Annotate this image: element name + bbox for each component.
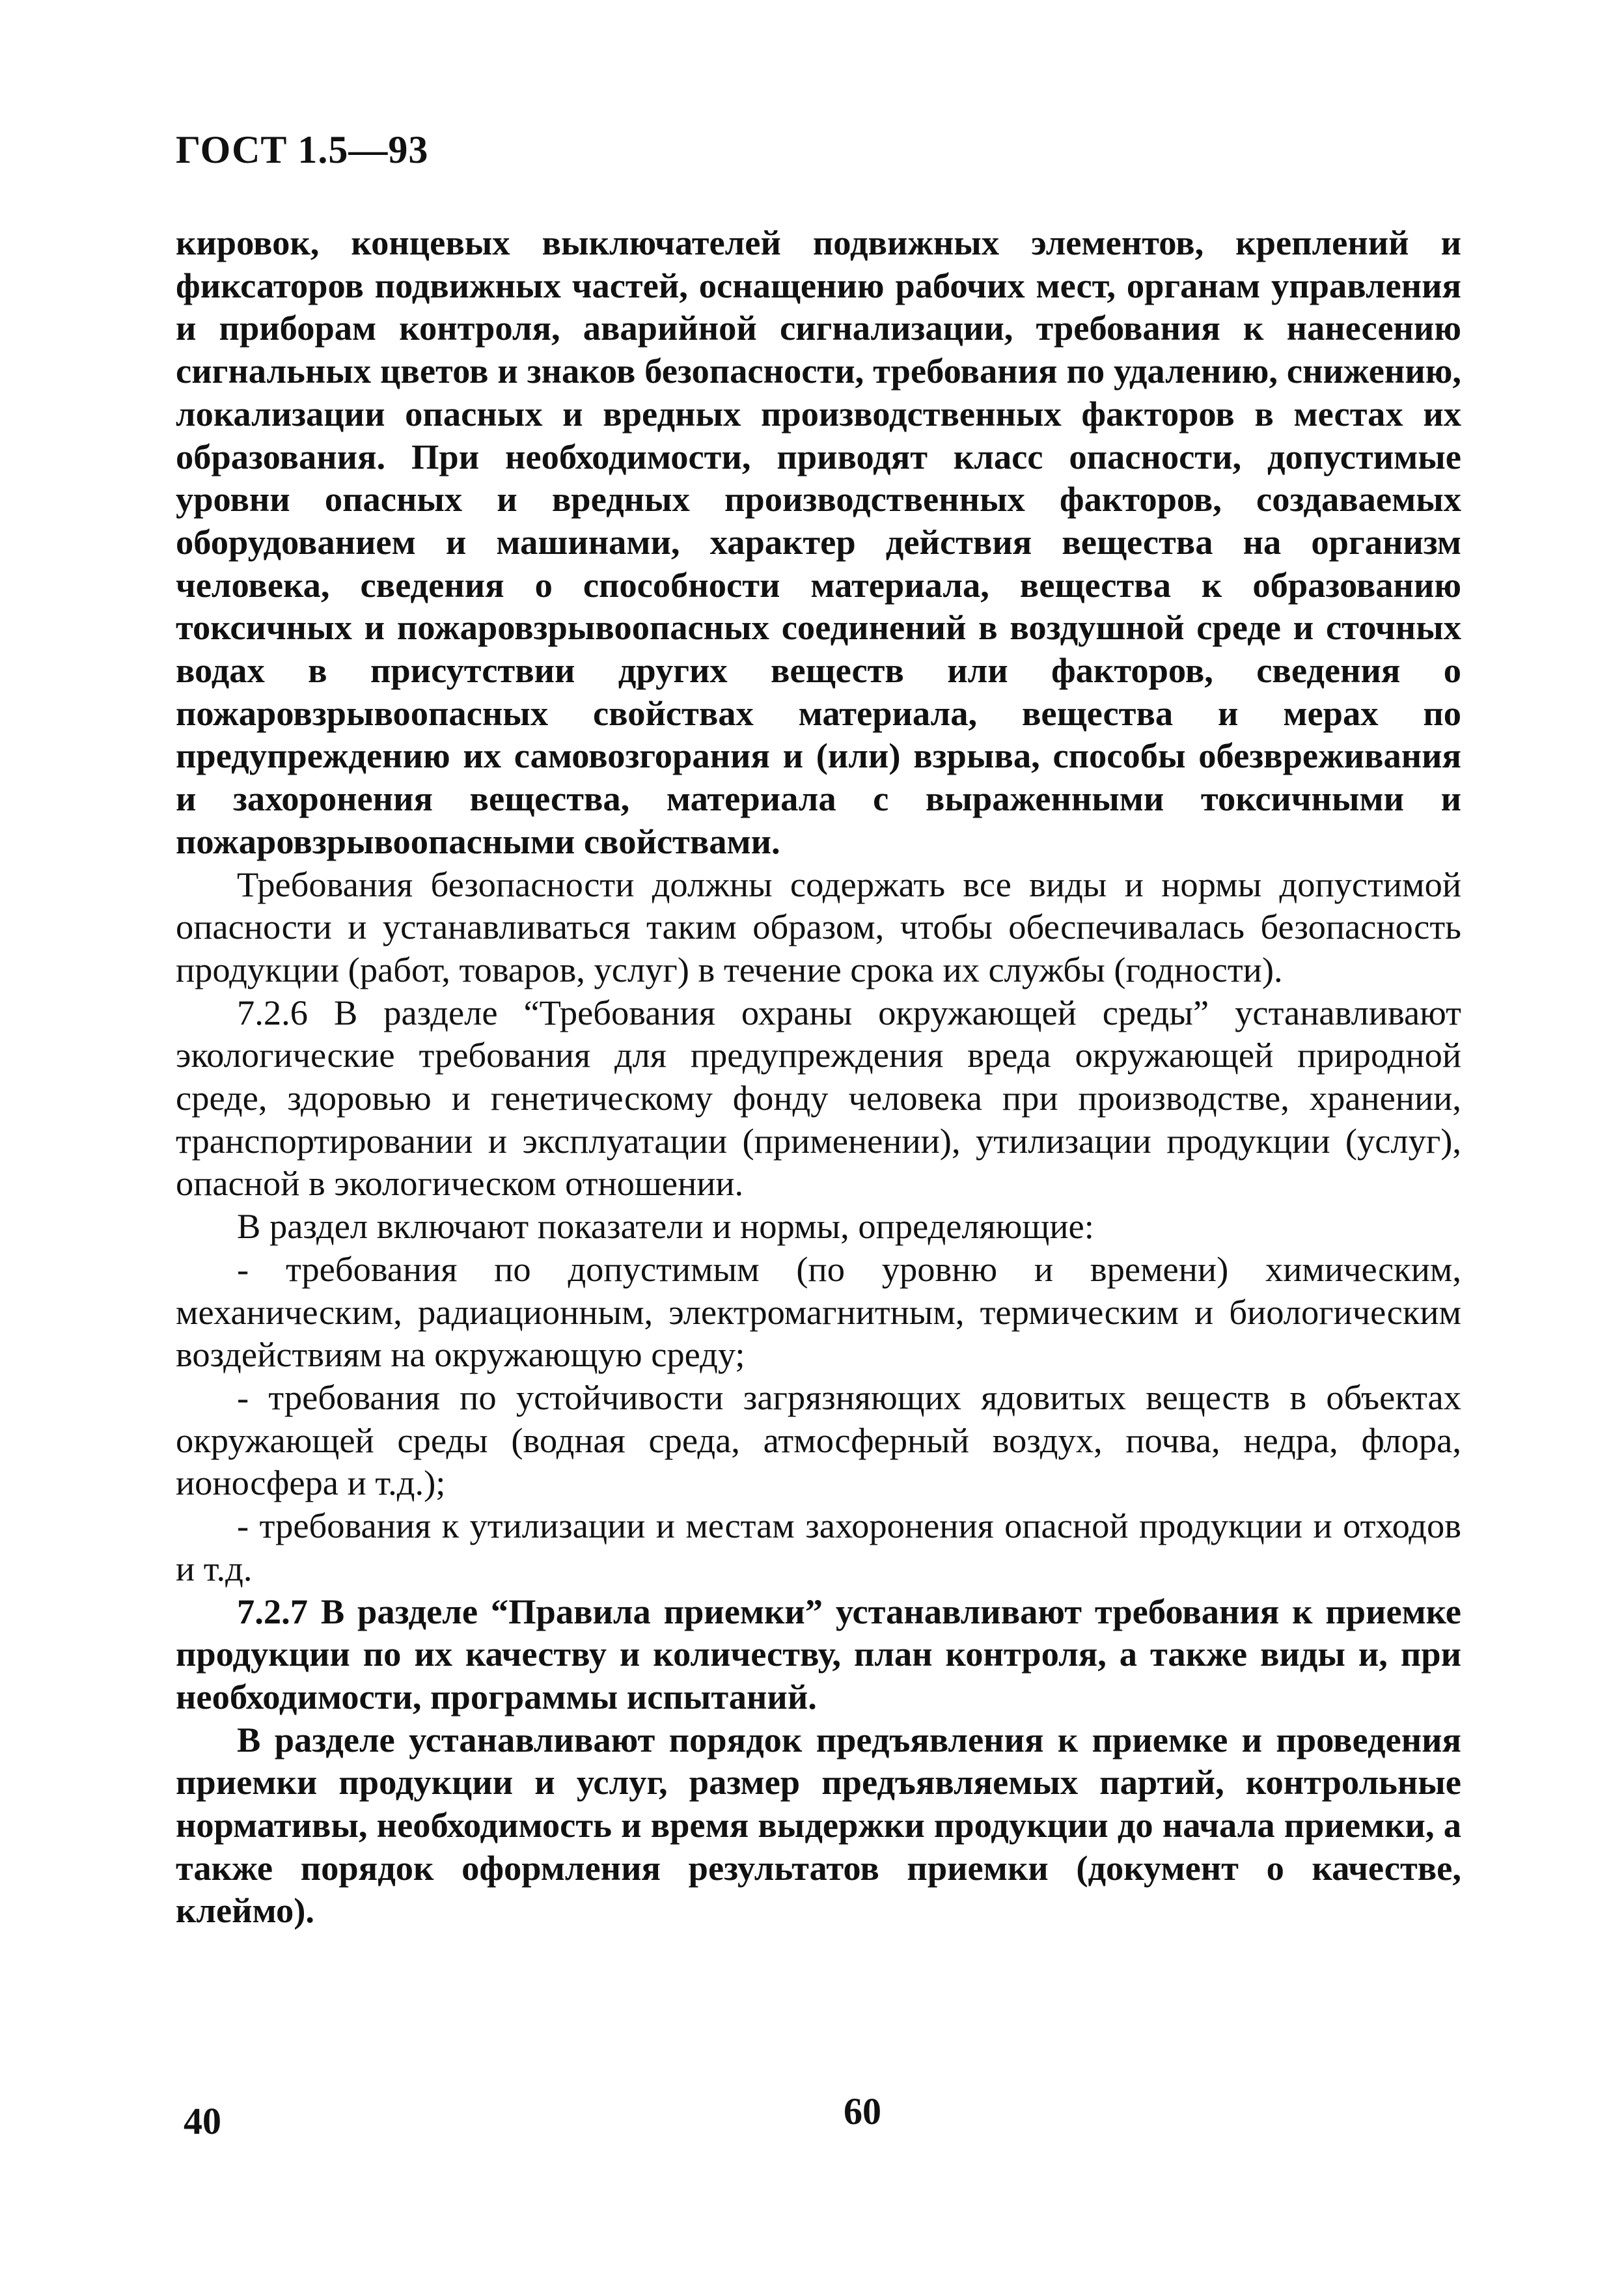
paragraph-acceptance-order: В разделе устанавливают порядок предъявления к приемке и проведения приемки продукции и услуг, размер предъявляемых партий, контрольные нормативы, необходимость и время выдержки продукции до начала приемки, а также порядок оформления результатов приемки (документ о качестве, клеймо). — [176, 1719, 1461, 1931]
paragraph-7-2-7: 7.2.7 В разделе “Правила приемки” устанавливают требования к приемке продукции по их качеству и количеству, план контроля, а также виды и, при необходимости, программы испытаний. — [176, 1591, 1461, 1717]
paragraph-safety-requirements: Требования безопасности должны содержать все виды и нормы допустимой опасности и устанавливаться таким образом, чтобы обеспечивалась безопасность продукции (работ, товаров, услуг) в течение срока их службы (годности). — [176, 864, 1461, 989]
paragraph-safety-continuation: кировок, концевых выключателей подвижных элементов, креплений и фиксаторов подвижных частей, оснащению рабочих мест, органам управления и приборам контроля, аварийной сигнализации, требования к нанесению сигнальных цветов и знаков безопасности, требования по удалению, снижению, локализации опасных и вредных производственных факторов в местах их образования. При необходимости, приводят класс опасности, допустимые уровни опасных и вредных производственных факторов, создаваемых оборудованием и машинами, характер действия вещества на организм человека, сведения о способности материала, вещества к образованию токсичных и пожаровзрывоопасных соединений в воздушной среде и сточных водах в присутствии других веществ или факторов, сведения о пожаровзрывоопасных свойствах материала, вещества и мерах по предупреждению их самовозгорания и (или) взрыва, способы обезвреживания и захоронения вещества, материала с выраженными токсичными и пожаровзрывоопасными свойствами. — [176, 223, 1461, 861]
paragraph-7-2-6: 7.2.6 В разделе “Требования охраны окружающей среды” устанавливают экологические требования для предупреждения вреда окружающей природной среде, здоровью и генетическому фонду человека при производстве, хранении, транспортировании и эксплуатации (применении), утилизации продукции (услуг), опасной в экологическом отношении. — [176, 992, 1461, 1204]
page-number-center: 60 — [844, 2090, 881, 2132]
list-item-disposal: - требования к утилизации и местам захоронения опасной продукции и отходов и т.д. — [176, 1506, 1461, 1588]
paragraph-section-includes: В раздел включают показатели и нормы, определяющие: — [237, 1206, 1094, 1247]
list-item-impact: - требования по допустимым (по уровню и времени) химическим, механическим, радиационным, электромагнитным, термическим и биологическим воздействиям на окружающую среду; — [176, 1248, 1461, 1375]
body-text — [176, 221, 1461, 1932]
page-number-left: 40 — [184, 2100, 221, 2142]
list-item-stability: - требования по устойчивости загрязняющих ядовитых веществ в объектах окружающей среды (водная среда, атмосферный воздух, почва, недра, флора, ионосфера и т.д.); — [176, 1377, 1461, 1503]
document-code: ГОСТ 1.5—93 — [176, 128, 429, 171]
